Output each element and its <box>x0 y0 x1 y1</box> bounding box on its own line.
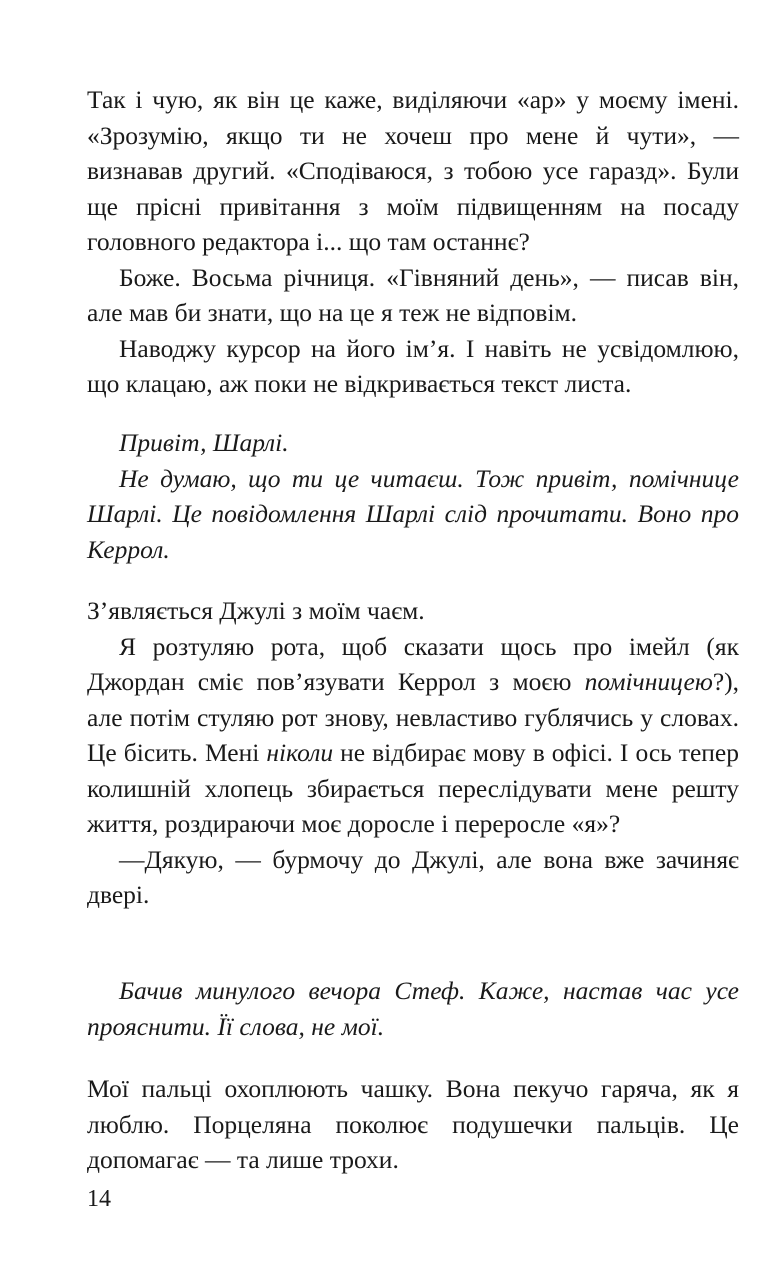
paragraph-email-reaction <box>87 629 739 842</box>
letter-one-greeting: Привіт, Шарлі. <box>119 428 289 457</box>
paragraph-email-emphasis-2: ніколи <box>266 738 334 767</box>
paragraph-email-part-b: ?), але потім стуляю рот знову, невластиво гублячись у словах. Це бісить. Мені <box>87 667 739 767</box>
paragraph-3: Наводжу курсор на його ім’я. І навіть не усвідомлюю, що клацаю, аж поки не відкривається текст листа. <box>87 333 739 398</box>
text-section-bottom <box>87 1071 739 1178</box>
letter-one <box>87 425 739 567</box>
paragraph-thanks: —Дякую, — бурмочу до Джулі, але вона вже зачиняє двері. <box>87 844 739 909</box>
paragraph-email-part-c: не відбирає мову в офісі. І ось тепер колишній хлопець збирається переслідувати мене решту життя, роздираючи моє доросле і переросле «я»? <box>87 738 739 838</box>
paragraph-email-part-a: Я розтуляю рота, щоб сказати щось про імейл (як Джордан сміє пов’язувати Керрол з моєю <box>87 631 739 696</box>
paragraph-1: Так і чую, як він це каже, виділяючи «ар» у моєму імені. «Зрозумію, якщо ти не хочеш про мене й чути», — визнавав другий. «Сподіваюся, з тобою усе гаразд». Були ще прісні привітання з моїм підвищенням на посаду головного редактора і... що там останнє? <box>87 85 739 256</box>
letter-one-body: Не думаю, що ти це читаєш. Тож привіт, помічнице Шарлі. Це повідомлення Шарлі слід прочитати. Воно про Керрол. <box>87 463 739 564</box>
letter-two <box>87 973 739 1044</box>
paragraph-cup: Мої пальці охоплюють чашку. Вона пекучо гаряча, як я люблю. Порцеляна поколює подушечки пальців. Це допомагає — та лише трохи. <box>87 1074 739 1174</box>
paragraph-email-emphasis: помічницею <box>584 667 713 696</box>
paragraph-2: Боже. Восьма річниця. «Гівняний день», — писав він, але мав би знати, що на це я теж не відповім. <box>87 262 739 327</box>
page-number: 14 <box>87 1186 111 1212</box>
paragraph-julie-enters: З’являється Джулі з моїм чаєм. <box>87 596 425 625</box>
text-section-top <box>87 82 739 402</box>
letter-two-body: Бачив минулого вечора Стеф. Каже, настав час усе прояснити. Її слова, не мої. <box>87 976 739 1041</box>
text-section-middle <box>87 593 739 913</box>
